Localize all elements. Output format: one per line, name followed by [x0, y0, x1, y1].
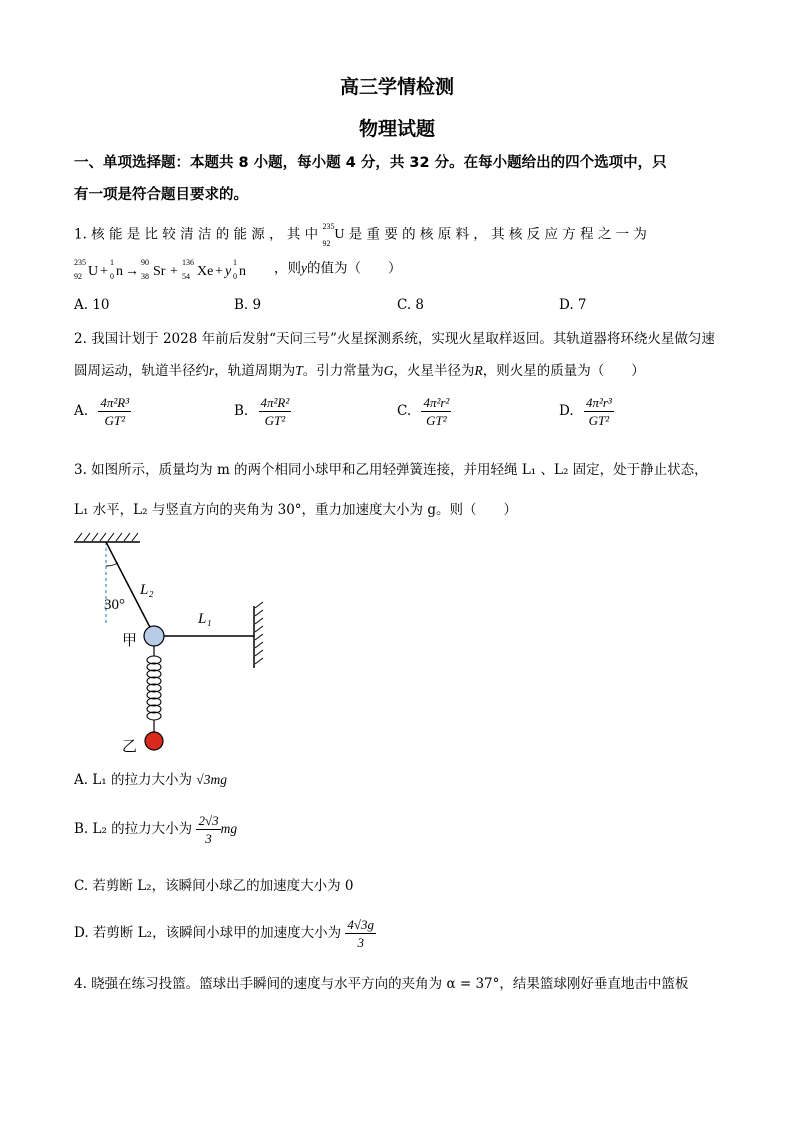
q1-stem-text-b: 是 重 要 的 核 原 料 ， 其 核 反 应 方 程 之 一 为: [348, 226, 647, 243]
q1-option-b[interactable]: B. 9: [234, 297, 262, 313]
q1-option-a[interactable]: A. 10: [74, 297, 110, 313]
q3-option-b[interactable]: [74, 812, 237, 847]
q3-option-a[interactable]: [74, 768, 227, 788]
q2-option-b-label: B.: [234, 403, 249, 419]
fraction-denominator: 3: [205, 831, 212, 846]
q1-option-c[interactable]: C. 8: [397, 297, 425, 313]
q2-option-d-fraction: [584, 394, 614, 429]
svg-text:U: U: [88, 264, 99, 279]
q3-option-d[interactable]: [74, 916, 376, 951]
q2-option-a[interactable]: [74, 394, 131, 429]
q3-option-b-text: B. L₂ 的拉力大小为: [74, 821, 193, 837]
page-title: 高三学情检测: [339, 76, 454, 98]
q3-option-a-value: √3mg: [196, 772, 227, 787]
q2-var-t: T: [295, 363, 303, 378]
svg-text:0: 0: [110, 272, 114, 281]
fraction-denominator: GT²: [264, 413, 286, 428]
q1-equation-line: [74, 256, 402, 282]
fraction-numerator: 4√3g: [347, 917, 375, 932]
svg-text:+: +: [215, 264, 223, 279]
q3-option-d-text: D. 若剪断 L₂，该瞬间小球甲的加速度大小为: [74, 925, 342, 941]
q2-option-c-label: C.: [397, 403, 412, 419]
uranium-nuclide: [322, 222, 344, 248]
label-ball-upper: 甲: [122, 633, 138, 649]
q1-var-y: y: [301, 260, 307, 276]
svg-text:54: 54: [182, 272, 190, 281]
q1-stem-text-a: 1. 核 能 是 比 较 清 洁 的 能 源 ， 其 中: [74, 226, 319, 243]
spring-balls-figure: [60, 528, 280, 758]
q1-stem-line1: [74, 222, 647, 248]
q3-option-b-fraction: [196, 812, 220, 847]
section-heading-line2: 有一项是符合题目要求的。: [74, 187, 248, 203]
q2-option-b-fraction: [259, 394, 292, 429]
svg-text:1: 1: [233, 258, 237, 267]
svg-text:→: →: [125, 264, 139, 279]
q2-text-a: 圆周运动，轨道半径约: [74, 363, 209, 379]
fraction-numerator: 4π²r³: [585, 395, 612, 410]
svg-text:136: 136: [182, 258, 194, 267]
svg-text:n: n: [239, 264, 246, 279]
svg-text:+: +: [100, 264, 108, 279]
q3-option-a-text: A. L₁ 的拉力大小为: [74, 772, 192, 788]
q2-option-a-label: A.: [74, 403, 89, 419]
q2-stem-line1: 2. 我国计划于 2028 年前后发射“天问三号”火星探测系统，实现火星取样返回。其轨道器将环绕火星做匀速: [74, 331, 715, 347]
page-subtitle: 物理试题: [358, 118, 435, 140]
q3-stem-line1: 3. 如图所示，质量均为 m 的两个相同小球甲和乙用轻弹簧连接，并用轻绳 L₁ 、L₂ 固定，处于静止状态，: [74, 462, 708, 478]
q2-option-c[interactable]: [397, 394, 451, 429]
svg-text:Xe: Xe: [197, 264, 214, 279]
svg-text:38: 38: [141, 272, 149, 281]
q4-stem-line1: 4. 晓强在练习投篮。篮球出手瞬间的速度与水平方向的夹角为 α = 37°，结果篮球刚好垂直地击中篮板: [74, 976, 689, 992]
q3-option-b-unit: mg: [220, 821, 238, 836]
u-symbol: U: [334, 227, 345, 242]
label-l2: L₂: [140, 582, 154, 598]
fraction-denominator: 3: [357, 935, 364, 950]
q3-option-d-fraction: [345, 916, 376, 951]
q2-option-d-label: D.: [559, 403, 574, 419]
svg-text:92: 92: [74, 272, 82, 281]
angle-arc: [106, 563, 118, 566]
u-mass-number: 235: [322, 222, 335, 231]
fraction-numerator: 4π²R³: [100, 395, 130, 410]
q1-option-d[interactable]: D. 7: [559, 297, 587, 313]
ceiling-hatch: [76, 533, 138, 541]
q2-text-b: ，轨道周期为: [214, 363, 296, 379]
svg-text:90: 90: [141, 258, 149, 267]
spring-coils: [147, 656, 161, 720]
q3-option-c[interactable]: C. 若剪断 L₂，该瞬间小球乙的加速度大小为 0: [74, 878, 354, 894]
fraction-numerator: 2√3: [198, 813, 219, 828]
q1-ask-text: 的值为（ ）: [307, 260, 402, 277]
u-charge-number: 92: [322, 239, 331, 248]
fraction-numerator: 4π²R²: [260, 395, 290, 410]
fraction-denominator: GT²: [426, 413, 447, 428]
svg-text:1: 1: [110, 258, 114, 267]
q2-stem-line2: [74, 359, 645, 379]
q2-text-d: ，火星半径为: [393, 363, 475, 379]
label-l1: L₁: [198, 611, 212, 627]
q3-stem-line2: L₁ 水平，L₂ 与竖直方向的夹角为 30°，重力加速度大小为 g。则（ ）: [74, 502, 517, 518]
section-heading-line1: 一、单项选择题：本题共 8 小题，每小题 4 分，共 32 分。在每小题给出的四个选项中，只: [74, 155, 667, 171]
q2-option-c-fraction: [421, 394, 451, 429]
svg-text:+: +: [170, 264, 178, 279]
q1-then-text: ，则: [274, 260, 301, 277]
svg-text:Sr: Sr: [153, 264, 166, 279]
angle-label: 30°: [104, 597, 125, 613]
q2-option-b[interactable]: [234, 394, 291, 429]
nuclear-equation: [74, 256, 274, 282]
svg-text:y: y: [225, 264, 232, 279]
wall-hatch: [255, 602, 263, 664]
label-ball-lower: 乙: [122, 739, 138, 755]
fraction-denominator: GT²: [104, 413, 125, 428]
q2-text-e: ，则火星的质量为（ ）: [482, 363, 645, 379]
q2-var-g: G: [383, 363, 394, 378]
ball-lower: [145, 732, 163, 750]
q2-text-c: 。引力常量为: [302, 363, 384, 379]
svg-text:0: 0: [233, 272, 237, 281]
fraction-numerator: 4π²r²: [423, 395, 450, 410]
q2-option-d[interactable]: [559, 394, 614, 429]
q2-option-a-fraction: [98, 394, 131, 429]
svg-text:n: n: [116, 264, 123, 279]
q2-var-r: r: [209, 363, 215, 378]
q2-var-r-upper: R: [474, 363, 483, 378]
svg-text:235: 235: [74, 258, 86, 267]
ball-upper: [144, 626, 164, 646]
fraction-denominator: GT²: [588, 413, 610, 428]
